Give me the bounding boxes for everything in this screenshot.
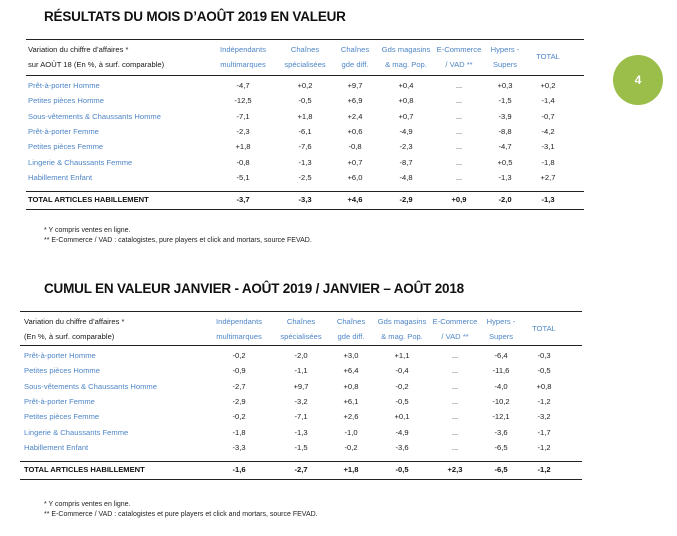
row-label: Sous-vêtements & Chaussants Homme	[28, 111, 161, 121]
cell-value: -4,8	[399, 172, 413, 182]
table-row	[24, 394, 580, 409]
table-row	[24, 379, 580, 394]
cell-value: +0,7	[347, 157, 363, 167]
total-value: +0,9	[451, 195, 467, 204]
row-label: Habillement Enfant	[24, 442, 89, 452]
cell-value: -4,2	[541, 126, 555, 136]
section1-col-header-5-line1: Hypers -	[490, 45, 520, 54]
section1-col-header-6	[518, 49, 578, 64]
row-label: Sous-vêtements & Chaussants Homme	[24, 381, 157, 391]
section2-total-rule-bottom	[20, 479, 582, 480]
cell-value: -0,2	[395, 381, 409, 391]
section1-col-header-0-line1: Indépendants	[219, 45, 267, 54]
section2-col-header-4-line1: E-Commerce	[432, 317, 478, 326]
cell-value: ...	[451, 396, 459, 406]
cell-value: +0,4	[398, 81, 414, 90]
cell-value: ...	[455, 157, 463, 167]
cell-value: -2,9	[232, 396, 246, 406]
section2-col-header-2-line1: Chaînes	[336, 317, 366, 326]
row-label: Prêt-à-porter Homme	[28, 81, 100, 90]
cell-value: -2,7	[232, 381, 246, 391]
section1-col-header-1-line1: Chaînes	[290, 45, 320, 54]
section1-note-1: * Y compris ventes en ligne.	[44, 227, 131, 234]
cell-value: -1,3	[298, 157, 312, 167]
cell-value: -1,3	[294, 427, 308, 437]
row-label: Prêt-à-porter Homme	[24, 351, 96, 360]
cell-value: -1,5	[294, 442, 308, 452]
total-value: +2,3	[447, 465, 463, 474]
cell-value: -11,6	[492, 366, 510, 376]
cell-value: -6,4	[494, 351, 508, 360]
total-value: -1,2	[537, 465, 551, 474]
section2-col-header-6-line1: TOTAL	[532, 324, 556, 333]
cell-value: +6,1	[343, 396, 359, 406]
section2-col-header-0	[209, 314, 269, 344]
section2-col-header-3-line1: Gds magasins	[377, 317, 427, 326]
section2-col-header-2-line2: gde diff.	[337, 332, 365, 341]
cell-value: -1,2	[537, 442, 551, 452]
cell-value: -3,2	[294, 396, 308, 406]
total-value: +1,8	[343, 465, 359, 474]
total-value: -3,7	[236, 195, 250, 204]
section2-col-header-5-line1: Hypers -	[486, 317, 516, 326]
section2-note-2: ** E-Commerce / VAD : catalogistes et pure players et click and mortars, source FEVAD.	[44, 511, 318, 518]
section1-col-header-3-line2: & mag. Pop.	[385, 60, 427, 69]
cell-value: -4,9	[395, 427, 409, 437]
cell-value: -3,3	[232, 442, 246, 452]
cell-value: +9,7	[293, 381, 309, 391]
section2-col-header-4-line2: / VAD **	[441, 332, 469, 341]
cell-value: -3,9	[498, 111, 512, 121]
table-row	[28, 139, 584, 154]
cell-value: -8,8	[498, 126, 512, 136]
section2-row-label-header	[24, 314, 214, 344]
row-label: Petites pièces Femme	[28, 142, 104, 152]
section1-col-header-3-line1: Gds magasins	[381, 45, 431, 54]
cell-value: -1,3	[498, 172, 512, 182]
cell-value: +2,7	[540, 172, 556, 182]
cell-value: -0,4	[395, 366, 409, 376]
section1-col-header-2-line2: gde diff.	[341, 60, 369, 69]
cell-value: ...	[451, 351, 459, 360]
cell-value: -0,8	[348, 142, 362, 152]
cell-value: -0,8	[236, 157, 250, 167]
section2-header-rule	[20, 345, 582, 346]
section2-rows	[24, 348, 580, 458]
total-value: -0,5	[395, 465, 409, 474]
cell-value: -1,5	[498, 96, 512, 106]
cell-value: -0,3	[537, 351, 551, 360]
cell-value: -7,6	[298, 142, 312, 152]
section2-title: CUMUL EN VALEUR JANVIER - AOÛT 2019 / JANVIER – AOÛT 2018	[44, 281, 464, 296]
row-label: Petites pièces Homme	[28, 96, 104, 106]
table-row	[28, 78, 584, 93]
cell-value: -1,7	[537, 427, 551, 437]
section2-total-row	[24, 462, 580, 477]
cell-value: -3,6	[395, 442, 409, 452]
section1-col-header-0-line2: multimarques	[220, 60, 266, 69]
cell-value: -4,0	[494, 381, 508, 391]
cell-value: -10,2	[492, 396, 510, 406]
row-label: Lingerie & Chaussants Femme	[28, 157, 133, 167]
row-label: Habillement Enfant	[28, 172, 93, 182]
cell-value: -5,1	[236, 172, 250, 182]
cell-value: -1,1	[294, 366, 308, 376]
cell-value: -0,5	[298, 96, 312, 106]
cell-value: -2,5	[298, 172, 312, 182]
cell-value: +6,4	[343, 366, 359, 376]
section2-col-header-5-line2: Supers	[488, 332, 514, 341]
cell-value: -0,2	[232, 351, 246, 360]
section1-col-header-4-line1: E-Commerce	[436, 45, 482, 54]
section1-col-header-6-line1: TOTAL	[536, 52, 560, 61]
section1-notes	[44, 226, 312, 246]
table-row	[24, 425, 580, 440]
total-value: -6,5	[494, 465, 508, 474]
cell-value: +0,2	[297, 81, 313, 90]
cell-value: -1,2	[537, 396, 551, 406]
row-label: Petites pièces Femme	[24, 412, 100, 422]
cell-value: -6,5	[494, 442, 508, 452]
section2-col-header-1-line1: Chaînes	[286, 317, 316, 326]
cell-value: -12,1	[492, 412, 510, 422]
section2-note-1: * Y compris ventes en ligne.	[44, 501, 131, 508]
cell-value: -4,9	[399, 126, 413, 136]
total-value: +4,6	[347, 195, 363, 204]
cell-value: +6,9	[347, 96, 363, 106]
section1-col-header-1-line2: spécialisées	[284, 60, 326, 69]
section1-row-label-header	[28, 42, 218, 72]
cell-value: -2,3	[236, 126, 250, 136]
cell-value: -1,0	[344, 427, 358, 437]
table-row	[28, 93, 584, 108]
cell-value: +0,7	[398, 111, 414, 121]
total-value: -2,7	[294, 465, 308, 474]
section1-top-rule	[26, 39, 584, 40]
row-label: Prêt-à-porter Femme	[28, 126, 99, 136]
total-value: -3,3	[298, 195, 312, 204]
cell-value: +1,1	[394, 351, 410, 360]
section2-label-line2: (En %, à surf. comparable)	[24, 332, 115, 341]
total-value: -2,0	[498, 195, 512, 204]
cell-value: ...	[451, 366, 459, 376]
cell-value: +2,6	[343, 412, 359, 422]
row-label: Lingerie & Chaussants Femme	[24, 427, 129, 437]
cell-value: +0,8	[536, 381, 552, 391]
cell-value: ...	[455, 81, 463, 90]
section2-top-rule	[20, 311, 582, 312]
table-row	[28, 124, 584, 139]
cell-value: -0,2	[232, 412, 246, 422]
total-value: -1,3	[541, 195, 555, 204]
section1-col-header-0	[213, 42, 273, 72]
cell-value: ...	[451, 427, 459, 437]
table-row	[24, 363, 580, 378]
section1-total-row	[28, 192, 584, 207]
section2-col-header-0-line2: multimarques	[216, 332, 262, 341]
section2-col-header-3	[372, 314, 432, 344]
cell-value: +0,3	[497, 81, 513, 90]
section1-header-rule	[26, 75, 584, 76]
total-label: TOTAL ARTICLES HABILLEMENT	[24, 465, 145, 474]
section1-col-header-4-line2: / VAD **	[445, 60, 473, 69]
section2-col-header-1-line2: spécialisées	[280, 332, 322, 341]
cell-value: ...	[455, 126, 463, 136]
section1-label-line2: sur AOÛT 18 (En %, à surf. comparable)	[28, 60, 165, 69]
cell-value: -0,5	[395, 396, 409, 406]
cell-value: +0,8	[343, 381, 359, 391]
cell-value: ...	[455, 172, 463, 182]
cell-value: ...	[451, 442, 459, 452]
section2-col-header-6	[514, 321, 574, 336]
table-row	[24, 348, 580, 363]
cell-value: -7,1	[294, 412, 308, 422]
cell-value: -1,4	[541, 96, 555, 106]
section1-col-header-5-line2: Supers	[492, 60, 518, 69]
table-row	[28, 170, 584, 185]
total-label: TOTAL ARTICLES HABILLEMENT	[28, 195, 149, 204]
cell-value: -0,5	[537, 366, 551, 376]
cell-value: ...	[451, 381, 459, 391]
section2-col-header-0-line1: Indépendants	[215, 317, 263, 326]
cell-value: -1,8	[541, 157, 555, 167]
cell-value: +0,1	[394, 412, 410, 422]
section2-label-line1: Variation du chiffre d’affaires *	[24, 317, 125, 326]
cell-value: +6,0	[347, 172, 363, 182]
total-value: -1,6	[232, 465, 246, 474]
section2-col-header-3-line2: & mag. Pop.	[381, 332, 423, 341]
section1-note-2: ** E-Commerce / VAD : catalogistes, pure players et click and mortars, source FEVAD.	[44, 237, 312, 244]
table-row	[28, 109, 584, 124]
cell-value: -3,6	[494, 427, 508, 437]
total-value: -2,9	[399, 195, 413, 204]
table-row	[24, 440, 580, 455]
section1-col-header-2-line1: Chaînes	[340, 45, 370, 54]
cell-value: +9,7	[347, 81, 363, 90]
cell-value: -6,1	[298, 126, 312, 136]
cell-value: -1,8	[232, 427, 246, 437]
page-number-badge: 4	[613, 55, 663, 105]
cell-value: -2,3	[399, 142, 413, 152]
section1-title: RÉSULTATS DU MOIS D’AOÛT 2019 EN VALEUR	[44, 9, 346, 24]
cell-value: +0,8	[398, 96, 414, 106]
cell-value: -0,9	[232, 366, 246, 376]
row-label: Petites pièces Homme	[24, 366, 100, 376]
cell-value: -4,7	[236, 81, 250, 90]
cell-value: +1,8	[297, 111, 313, 121]
cell-value: -3,1	[541, 142, 555, 152]
section1-label-line1: Variation du chiffre d’affaires *	[28, 45, 129, 54]
cell-value: +0,2	[540, 81, 556, 90]
cell-value: ...	[455, 142, 463, 152]
cell-value: +2,4	[347, 111, 363, 121]
cell-value: -3,2	[537, 412, 551, 422]
cell-value: ...	[451, 412, 459, 422]
cell-value: -0,7	[541, 111, 555, 121]
cell-value: -7,1	[236, 111, 250, 121]
section2-notes	[44, 500, 318, 520]
section1-col-header-3	[376, 42, 436, 72]
cell-value: -2,0	[294, 351, 308, 360]
cell-value: ...	[455, 111, 463, 121]
cell-value: -8,7	[399, 157, 413, 167]
section1-rows	[28, 78, 584, 188]
section1-total-rule-bottom	[26, 209, 584, 210]
cell-value: -4,7	[498, 142, 512, 152]
cell-value: -0,2	[344, 442, 358, 452]
cell-value: +0,6	[347, 126, 363, 136]
cell-value: +0,5	[497, 157, 513, 167]
cell-value: +3,0	[343, 351, 359, 360]
cell-value: ...	[455, 96, 463, 106]
table-row	[24, 409, 580, 424]
cell-value: -12,5	[234, 96, 252, 106]
section2-header	[24, 314, 580, 346]
section1-header	[28, 42, 584, 74]
cell-value: +1,8	[235, 142, 251, 152]
table-row	[28, 155, 584, 170]
row-label: Prêt-à-porter Femme	[24, 396, 95, 406]
